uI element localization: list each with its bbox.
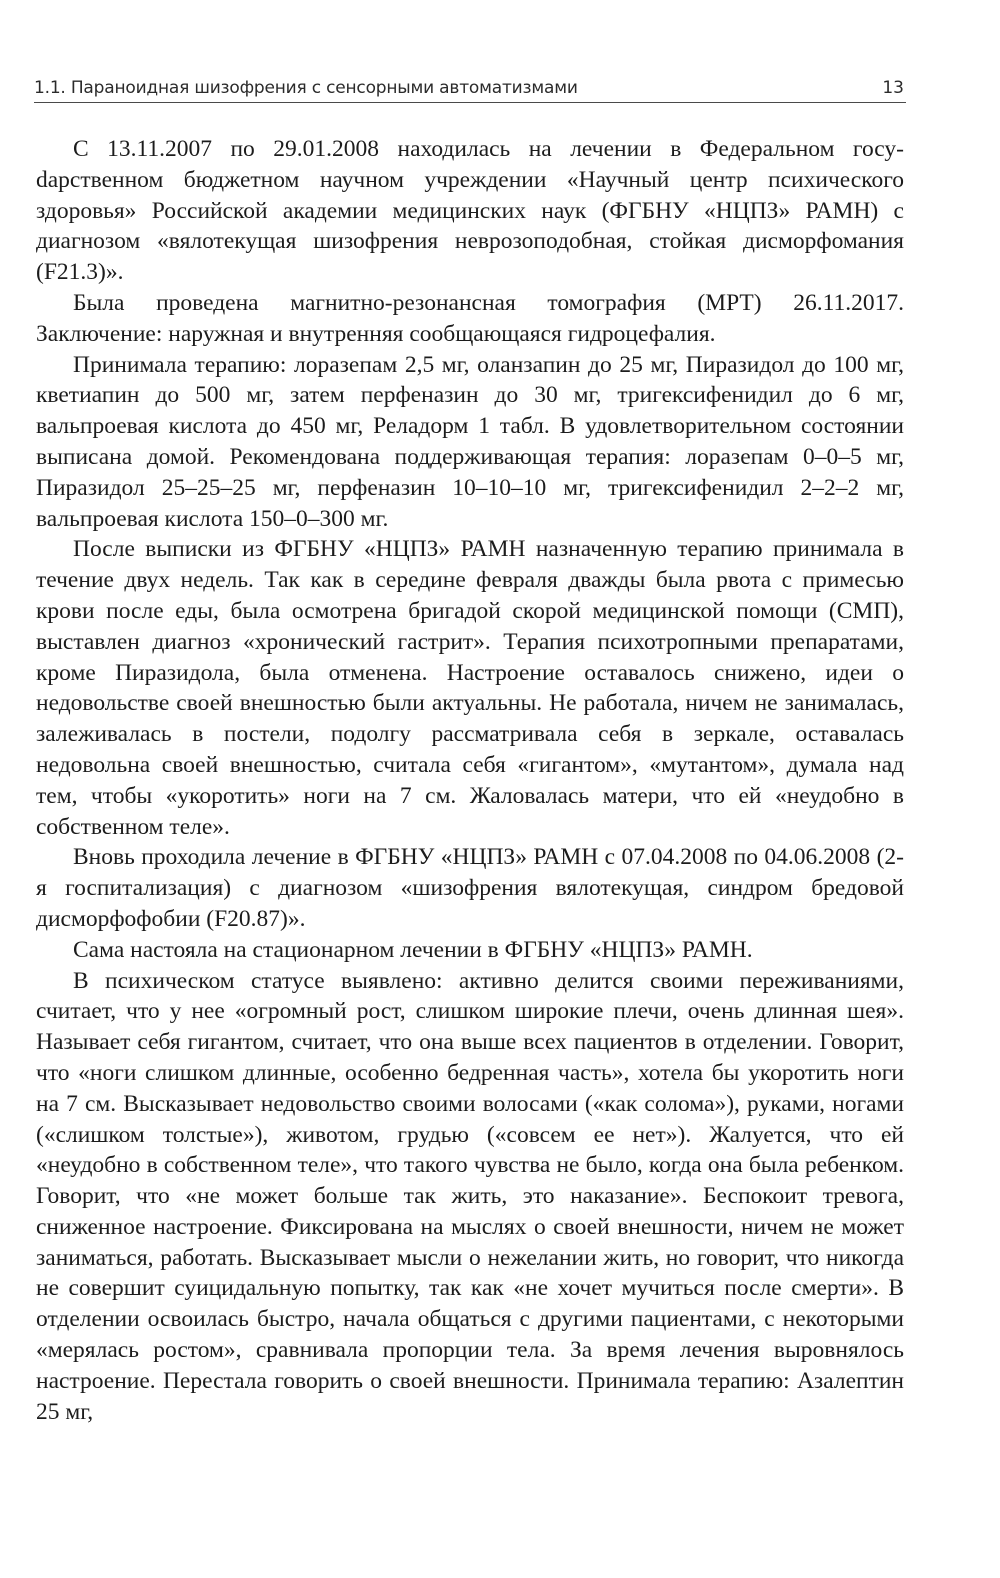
paragraph-second-hospitalization: Вновь проходила лечение в ФГБНУ «НЦПЗ» РАМН с 07.04.2008 по 04.06.2008 (2-я госпитализация) с диагнозом «шизофрения вялотекущая, синдром бредовой дисморфофобии (F20.87)». [36, 844, 904, 932]
page-number: 13 [882, 78, 904, 98]
paragraph-mental-status: В психическом статусе выявлено: активно делится своими переживаниями, считает, что у нее «огромный рост, слишком широкие плечи, очень длинная шея». Называет себя гигантом, считает, что она выше всех пациентов в отделении. Говорит, что «ноги слишком длинные, особенно бедренная часть», хотела бы укоротить ноги на 7 см. Высказывает недовольство своими волосами («как солома»), руками, ногами («слишком толстые»), животом, грудью («совсем ее нет»). Жалуется, что ей «неудобно в собственном теле», что такого чувства не было, когда она была ребенком. Говорит, что «не может больше так жить, это наказание». Беспокоит тревога, сниженное настроение. Фиксирована на мыслях о своей внешности, ничем не может заниматься, работать. Высказывает мысли о нежелании жить, но говорит, что никогда не совершит суицидальную попытку, так как «не хочет мучиться после смерти». В отделении освоилась быстро, начала общаться с другими пациентами, с некоторыми «мерялась ростом», сравнивала пропорции тела. За время лечения выровнялось настроение. Перестала говорить о своей внешности. Принимала терапию: Азалептин 25 мг, [36, 967, 904, 1425]
paragraph-therapy: Принимала терапию: лоразепам 2,5 мг, оланзапин до 25 мг, Пиразидол до 100 мг, кветиапин до 500 мг, затем перфеназин до 30 мг, тригексифенидил до 6 мг, вальпроевая кислота до 450 мг, Реладорм 1 табл. В удовлетворительном состоянии выписана домой. Рекомендована поддерживающая терапия: лоразепам 0–0–5 мг, Пиразидол 25–25–25 мг, перфеназин 10–10–10 мг, тригексифенидил 2–2–2 мг, вальпроевая кислота 150–0–300 мг. [36, 351, 904, 532]
running-header [34, 76, 906, 103]
paragraph-insisted: Сама настояла на стационарном лечении в ФГБНУ «НЦПЗ» РАМН. [73, 936, 753, 963]
paragraph-after-discharge: После выписки из ФГБНУ «НЦПЗ» РАМН назначенную терапию принимала в течение двух недель. Так как в середине февраля дважды была рвота с примесью крови после еды, была осмотрена бригадой скорой медицинской помощи (СМП), выставлен диагноз «хронический гастрит». Терапия психотропными препаратами, кроме Пиразидола, была отменена. Настроение оставалось снижено, идеи о недовольстве своей внешностью были актуальны. Не работала, ничем не занималась, залеживалась в постели, подолгу рассматривала себя в зеркале, оставалась недовольна своей внешностью, считала себя «гигантом», «мутантом», думала над тем, чтобы «укоротить» ноги на 7 см. Жаловалась матери, что ей «неудобно в собственном теле». [36, 536, 904, 840]
paragraph-treatment-2007: С 13.11.2007 по 29.01.2008 находилась на лечении в Федеральном госуdарственном бюджетном научном учреждении «Научный центр психического здоровья» Российской академии медицинских наук (ФГБНУ «НЦПЗ» РАМН) с диагнозом «вялотекущая шизофрения неврозоподобная, стойкая дисморфомания (F21.3)». [36, 136, 904, 286]
body-text [36, 134, 904, 1427]
paragraph-mri: Была проведена магнитно-резонансная томография (МРТ) 26.11.2017. Заключение: наружная и внутренняя сообщающаяся гидроцефалия. [36, 289, 904, 347]
running-title: 1.1. Параноидная шизофрения с сенсорными автоматизмами [34, 78, 578, 98]
